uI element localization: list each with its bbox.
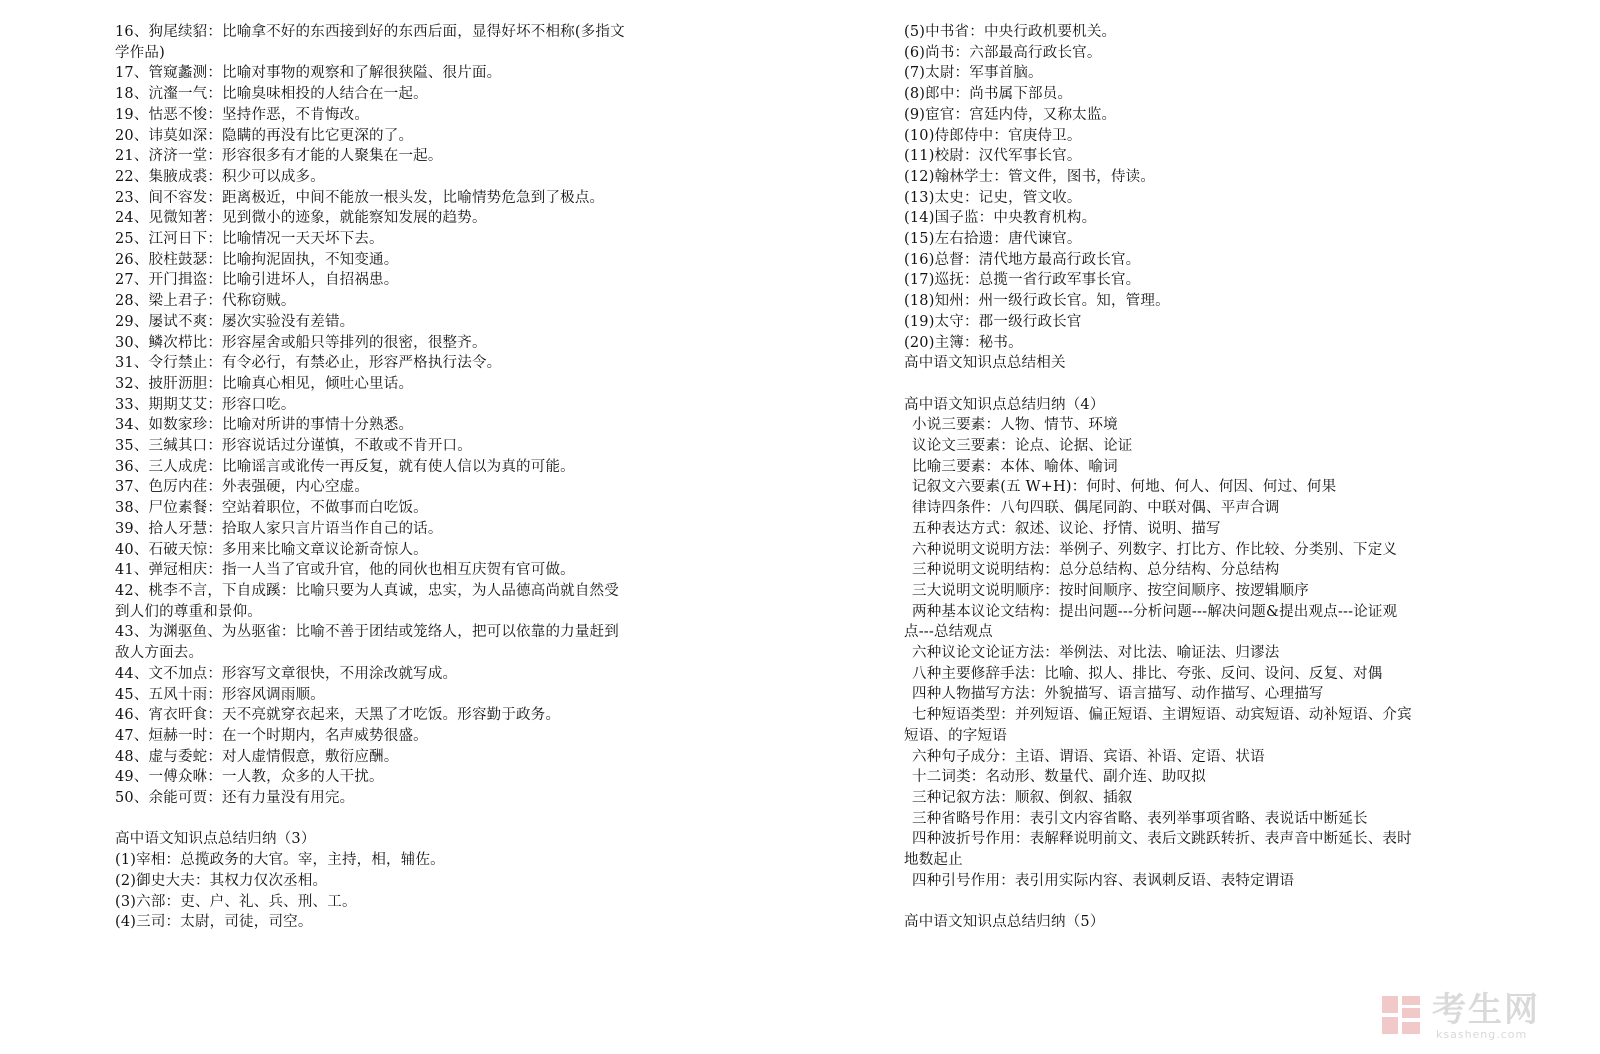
right-column-spacer — [904, 374, 1460, 395]
right-column-line: 七种短语类型：并列短语、偏正短语、主谓短语、动宾短语、动补短语、介宾 — [912, 707, 1412, 724]
right-column-line: 四种波折号作用：表解释说明前文、表后文跳跃转折、表声音中断延长、表时 — [912, 831, 1412, 848]
left-column-line: (4)三司：太尉，司徒，司空。 — [115, 914, 313, 931]
right-column-line: (13)太史：记史，管文收。 — [904, 189, 1082, 206]
right-column-line: 六种说明文说明方法：举例子、列数字、打比方、作比较、分类别、下定义 — [912, 541, 1398, 558]
right-column-line: 三大说明文说明顺序：按时间顺序、按空间顺序、按逻辑顺序 — [912, 582, 1309, 599]
left-column-line: 47、烜赫一时：在一个时期内，名声威势很盛。 — [115, 727, 428, 744]
left-column-line: 50、余能可贾：还有力量没有用完。 — [115, 790, 355, 807]
right-column-line: (12)翰林学士：管文件，图书，侍读。 — [904, 168, 1156, 185]
right-column-line: (19)太守：郡一级行政长官 — [904, 313, 1082, 330]
right-column-line: 三种说明文说明结构：总分总结构、总分结构、分总结构 — [912, 562, 1280, 579]
ks-logo-icon — [1380, 994, 1422, 1036]
left-column-line: 33、期期艾艾：形容口吃。 — [115, 396, 296, 413]
left-column-line: 45、五风十雨：形容风调雨顺。 — [115, 686, 325, 703]
left-column-line: 43、为渊驱鱼、为丛驱雀：比喻不善于团结或笼络人，把可以依靠的力量赶到 — [115, 624, 619, 641]
right-column-line: 记叙文六要素(五 W+H)：何时、何地、何人、何因、何过、何果 — [912, 479, 1337, 496]
right-column-line: (18)知州：州一级行政长官。知，管理。 — [904, 293, 1170, 310]
left-column-line: 19、怙恶不悛：坚持作恶，不肯悔改。 — [115, 106, 370, 123]
right-column-line: (17)巡抚：总揽一省行政军事长官。 — [904, 272, 1141, 289]
left-column-line: 38、尸位素餐：空站着职位，不做事而白吃饭。 — [115, 500, 428, 517]
left-column-line: 25、江河日下：比喻情况一天天坏下去。 — [115, 231, 384, 248]
watermark-url: ksasheng.com — [1436, 1028, 1528, 1041]
left-column-line: 28、梁上君子：代称窃贼。 — [115, 293, 296, 310]
left-column-line: 31、令行禁止：有令必行，有禁必止，形容严格执行法令。 — [115, 355, 502, 372]
left-column-line: 22、集腋成裘：积少可以成多。 — [115, 168, 325, 185]
left-column-line: 27、开门揖盗：比喻引进坏人，自招祸患。 — [115, 272, 399, 289]
left-column-line: 21、济济一堂：形容很多有才能的人聚集在一起。 — [115, 148, 443, 165]
right-column-line: 四种引号作用：表引用实际内容、表讽刺反语、表特定谓语 — [912, 872, 1295, 889]
left-column-line: 37、色厉内荏：外表强硬，内心空虚。 — [115, 479, 370, 496]
left-column-line: 36、三人成虎：比喻谣言或讹传一再反复，就有使人信以为真的可能。 — [115, 458, 575, 475]
right-column-spacer — [904, 892, 1460, 913]
left-column-line: 16、狗尾续貂：比喻拿不好的东西接到好的东西后面，显得好坏不相称(多指文 — [115, 24, 625, 40]
left-column-line: 30、鳞次栉比：形容屋舍或船只等排列的很密，很整齐。 — [115, 334, 487, 351]
left-column-line: 23、间不容发：距离极近，中间不能放一根头发，比喻情势危急到了极点。 — [115, 189, 605, 206]
right-column-line: 三种记叙方法：顺叙、倒叙、插叙 — [912, 790, 1133, 806]
right-column-line: (16)总督：清代地方最高行政长官。 — [904, 251, 1141, 268]
left-column-line: 42、桃李不言，下自成蹊：比喻只要为人真诚，忠实，为人品德高尚就自然受 — [115, 582, 619, 599]
left-column-line: 敌人方面去。 — [115, 645, 204, 662]
left-column-line: 44、文不加点：形容写文章很快，不用涂改就写成。 — [115, 665, 458, 682]
left-column-line: 20、讳莫如深：隐瞒的再没有比它更深的了。 — [115, 127, 414, 144]
right-column-line: 议论文三要素：论点、论据、论证 — [912, 438, 1133, 455]
left-column-line: 18、沆瀣一气：比喻臭味相投的人结合在一起。 — [115, 86, 428, 103]
right-column-line: 地数起止 — [904, 852, 963, 869]
left-column-line: 学作品) — [115, 44, 165, 61]
right-column-line: 律诗四条件：八句四联、偶尾同韵、中联对偶、平声合调 — [912, 500, 1280, 517]
left-column-line: 46、宵衣旰食：天不亮就穿衣起来，天黑了才吃饭。形容勤于政务。 — [115, 707, 561, 724]
right-column-line: (5)中书省：中央行政机要机关。 — [904, 24, 1117, 40]
right-column-line: 十二词类：名动形、数量代、副介连、助叹拟 — [912, 769, 1206, 786]
left-column-line: 17、管窥蠡测：比喻对事物的观察和了解很狭隘、很片面。 — [115, 65, 502, 82]
left-column-spacer — [115, 809, 675, 830]
left-column-line: 29、屡试不爽：屡次实验没有差错。 — [115, 313, 355, 330]
left-column-line: (1)宰相：总揽政务的大官。宰，主持，相，辅佐。 — [115, 852, 445, 869]
left-column-line: 35、三缄其口：形容说话过分谨慎，不敢或不肯开口。 — [115, 438, 472, 455]
left-column-line: 32、披肝沥胆：比喻真心相见，倾吐心里话。 — [115, 375, 414, 392]
left-column-line: 34、如数家珍：比喻对所讲的事情十分熟悉。 — [115, 417, 414, 434]
right-column — [904, 22, 1460, 933]
right-column-line: (20)主簿：秘书。 — [904, 334, 1023, 351]
right-column-line: 高中语文知识点总结归纳（5） — [904, 914, 1105, 931]
left-column-line: 40、石破天惊：多用来比喻文章议论新奇惊人。 — [115, 541, 428, 558]
right-column-line: 六种议论文论证方法：举例法、对比法、喻证法、归谬法 — [912, 645, 1280, 662]
right-column-line: (15)左右拾遗：唐代谏官。 — [904, 231, 1082, 248]
left-column-line: 48、虚与委蛇：对人虚情假意，敷衍应酬。 — [115, 748, 399, 765]
left-column-line: (3)六部：吏、户、礼、兵、刑、工。 — [115, 893, 357, 910]
right-column-line: 四种人物描写方法：外貌描写、语言描写、动作描写、心理描写 — [912, 686, 1324, 703]
left-column-line: (2)御史大夫：其权力仅次丞相。 — [115, 872, 328, 889]
right-column-line: 小说三要素：人物、情节、环境 — [912, 417, 1118, 434]
right-column-line: (6)尚书：六部最高行政长官。 — [904, 44, 1102, 61]
right-column-line: 两种基本议论文结构：提出问题---分析问题---解决问题&提出观点---论证观 — [912, 603, 1398, 620]
watermark-brand: 考生网 — [1432, 990, 1540, 1030]
right-column-line: 五种表达方式：叙述、议论、抒情、说明、描写 — [912, 520, 1221, 537]
left-column-line: 高中语文知识点总结归纳（3） — [115, 831, 316, 848]
left-column-line: 49、一傅众咻：一人教，众多的人干扰。 — [115, 769, 384, 786]
right-column-line: (10)侍郎侍中：官庚侍卫。 — [904, 127, 1082, 144]
right-column-line: (9)宦官：宫廷内侍，又称太监。 — [904, 106, 1117, 123]
right-column-line: (14)国子监：中央教育机构。 — [904, 210, 1097, 227]
right-column-line: 比喻三要素：本体、喻体、喻词 — [912, 458, 1118, 475]
left-column-line: 41、弹冠相庆：指一人当了官或升官，他的同伙也相互庆贺有官可做。 — [115, 562, 575, 579]
right-column-line: (7)太尉：军事首脑。 — [904, 65, 1043, 82]
right-column-line: 点---总结观点 — [904, 624, 993, 641]
left-column-line: 到人们的尊重和景仰。 — [115, 603, 262, 620]
watermark — [1380, 990, 1570, 1042]
left-column-line: 26、胶柱鼓瑟：比喻拘泥固执，不知变通。 — [115, 251, 399, 268]
right-column-line: (11)校尉：汉代军事长官。 — [904, 148, 1082, 165]
right-column-line: 三种省略号作用：表引文内容省略、表列举事项省略、表说话中断延长 — [912, 810, 1368, 827]
right-column-line: 短语、的字短语 — [904, 727, 1007, 744]
left-column-line: 39、拾人牙慧：拾取人家只言片语当作自己的话。 — [115, 520, 443, 537]
left-column — [115, 22, 675, 933]
right-column-line: (8)郎中：尚书属下部员。 — [904, 86, 1073, 103]
left-column-line: 24、见微知著：见到微小的迹象，就能察知发展的趋势。 — [115, 210, 487, 227]
right-column-line: 高中语文知识点总结相关 — [904, 355, 1066, 372]
right-column-line: 六种句子成分：主语、谓语、宾语、补语、定语、状语 — [912, 748, 1265, 765]
right-column-line: 八种主要修辞手法：比喻、拟人、排比、夸张、反问、设问、反复、对偶 — [912, 665, 1383, 682]
right-column-line: 高中语文知识点总结归纳（4） — [904, 396, 1105, 413]
